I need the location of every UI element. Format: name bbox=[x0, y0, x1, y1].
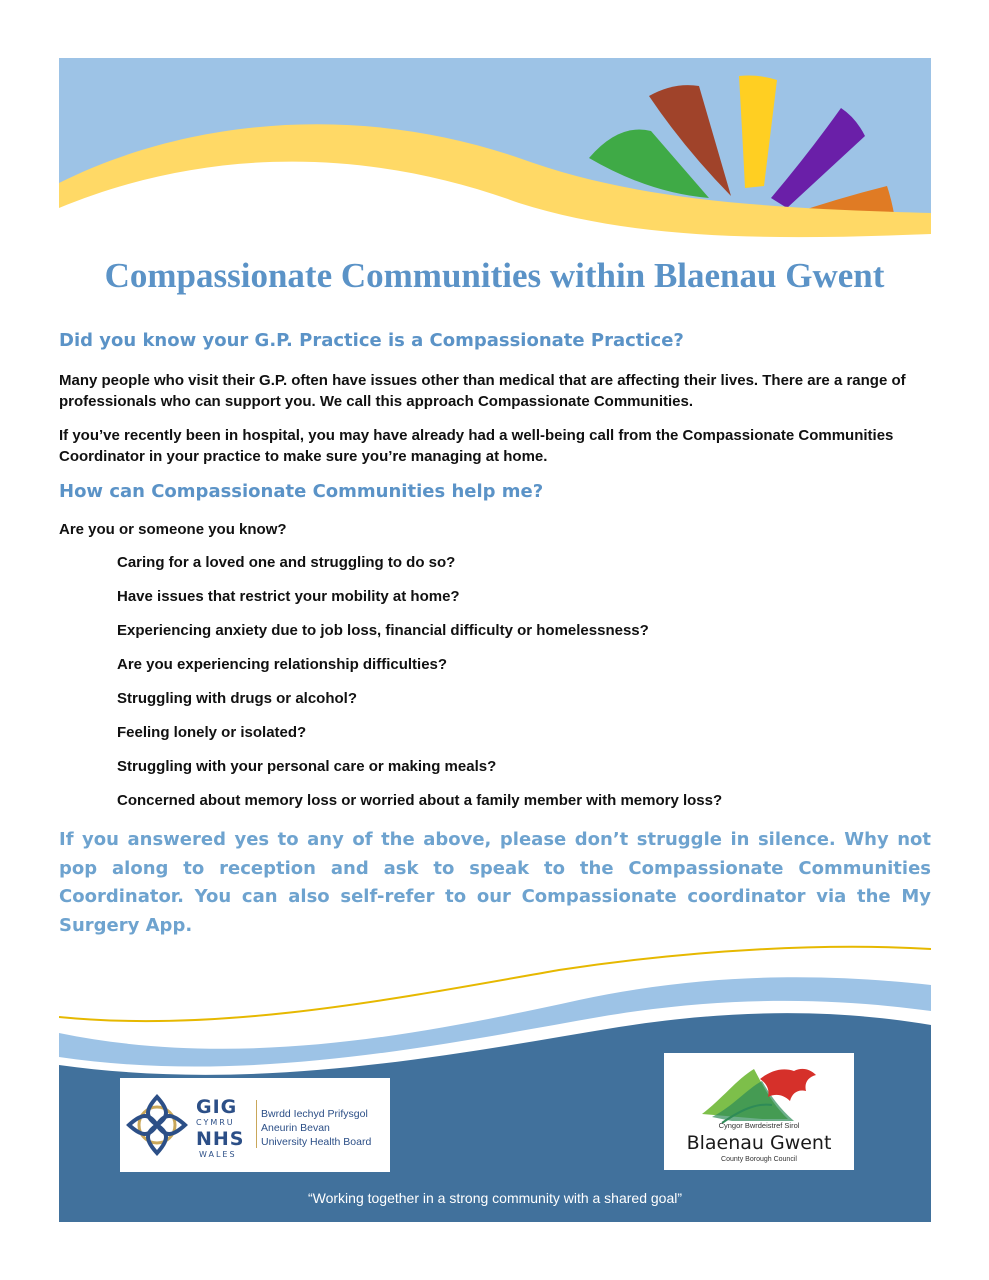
question-text: Are you or someone you know? bbox=[59, 521, 287, 538]
nhs-board-line2: Aneurin Bevan bbox=[261, 1122, 330, 1134]
list-item: Concerned about memory loss or worried about a family member with memory loss? bbox=[117, 792, 723, 809]
council-welsh-name: Cyngor Bwrdeistref Sirol bbox=[718, 1121, 800, 1130]
list-item: Caring for a loved one and struggling to do so? bbox=[117, 554, 456, 571]
nhs-logo bbox=[120, 1078, 390, 1172]
footer-tagline: “Working together in a strong community with a shared goal” bbox=[307, 1190, 683, 1206]
nhs-gig-text: GIG bbox=[196, 1096, 238, 1118]
paragraph-hospital: If you’ve recently been in hospital, you may have already had a well-being call from the Compassionate Communities Coordinator in your practice to make sure you’re managing at home. bbox=[59, 427, 894, 465]
section-heading-help: How can Compassionate Communities help me? bbox=[59, 481, 544, 502]
celtic-knot-icon bbox=[124, 1092, 190, 1158]
nhs-cymru-text: CYMRU bbox=[196, 1118, 235, 1127]
paragraph-intro: Many people who visit their G.P. often have issues other than medical that are affecting their lives. There are a range of professionals who can support you. We call this approach Compassionate Communities. bbox=[59, 372, 906, 410]
nhs-nhs-text: NHS bbox=[196, 1128, 245, 1150]
callout-text: If you answered yes to any of the above, please don’t struggle in silence. Why not pop along to reception and ask to speak to the Compassionate Communities Coordinator. You can also self-refer to our Compassionate coordinator via the My Surgery App. bbox=[59, 829, 931, 936]
council-name: Blaenau Gwent bbox=[686, 1132, 832, 1154]
list-item: Feeling lonely or isolated? bbox=[117, 724, 307, 741]
list-item: Experiencing anxiety due to job loss, financial difficulty or homelessness? bbox=[117, 622, 649, 639]
list-item: Struggling with your personal care or making meals? bbox=[117, 758, 497, 775]
dragon-landscape-icon bbox=[702, 1059, 822, 1125]
nhs-board-line3: University Health Board bbox=[261, 1136, 372, 1148]
council-logo bbox=[664, 1053, 854, 1170]
list-item: Are you experiencing relationship difficulties? bbox=[117, 656, 448, 673]
page-title: Compassionate Communities within Blaenau Gwent bbox=[104, 256, 885, 295]
header-banner bbox=[59, 58, 931, 268]
nhs-wales-text: WALES bbox=[199, 1150, 237, 1159]
support-list bbox=[117, 554, 722, 826]
section-heading-practice: Did you know your G.P. Practice is a Compassionate Practice? bbox=[59, 330, 684, 351]
nhs-board-line1: Bwrdd Iechyd Prifysgol bbox=[261, 1108, 368, 1120]
council-subtitle: County Borough Council bbox=[721, 1156, 797, 1163]
nhs-divider bbox=[256, 1100, 257, 1148]
list-item: Have issues that restrict your mobility at home? bbox=[117, 588, 460, 605]
list-item: Struggling with drugs or alcohol? bbox=[117, 690, 357, 707]
